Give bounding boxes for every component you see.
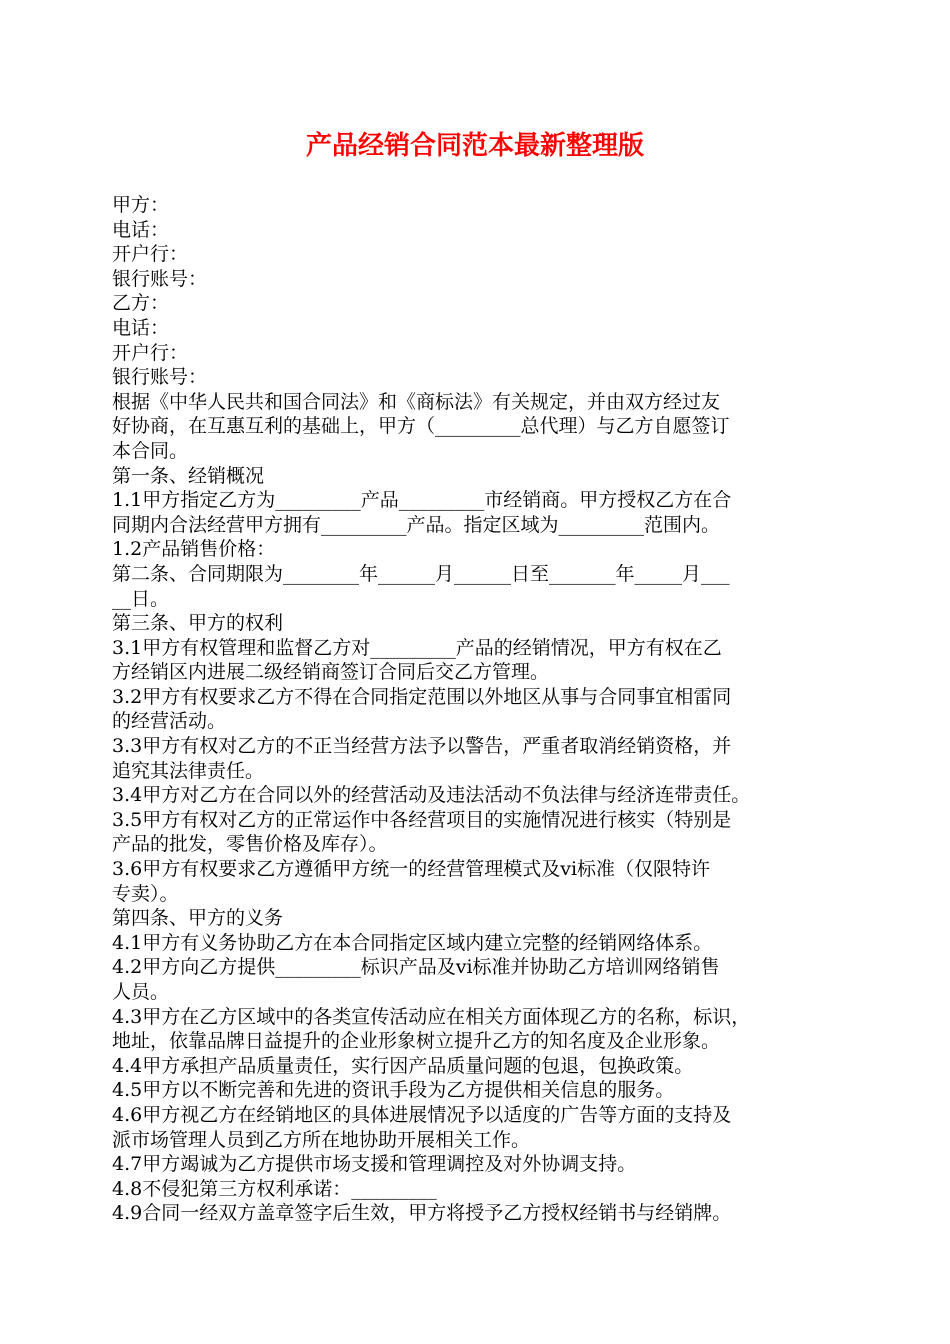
document-line: 4.6甲方视乙方在经销地区的具体进展情况予以适度的广告等方面的支持及 [112,1103,732,1126]
document-line: 3.1甲方有权管理和监督乙方对_________产品的经销情况，甲方有权在乙 [112,636,722,659]
document-line: 甲方： [112,194,170,216]
document-line: 银行账号： [112,267,208,290]
document-line: 3.3甲方有权对乙方的不正当经营方法予以警告，严重者取消经销资格，并 [112,735,732,758]
document-line: 第二条、合同期限为________年______月______日至_______年_____月___ [112,562,730,585]
document-line: 电话： [112,218,170,241]
document-line: 4.5甲方以不断完善和先进的资讯手段为乙方提供相关信息的服务。 [112,1079,675,1102]
document-line: 银行账号： [112,366,208,389]
document-line: 好协商，在互惠互利的基础上，甲方（_________总代理）与乙方自愿签订 [112,415,730,438]
document-body [112,193,842,1226]
document-line: 派市场管理人员到乙方所在地协助开展相关工作。 [112,1128,531,1151]
document-line: 3.4甲方对乙方在合同以外的经营活动及违法活动不负法律与经济连带责任。 [112,784,751,807]
document-line: 3.2甲方有权要求乙方不得在合同指定范围以外地区从事与合同事宜相雷同 [112,685,732,708]
document-line: 4.7甲方竭诚为乙方提供市场支援和管理调控及对外协调支持。 [112,1153,637,1176]
document-line: 第一条、经销概况 [112,464,265,487]
document-line: 4.3甲方在乙方区域中的各类宣传活动应在相关方面体现乙方的名称，标识， [112,1005,751,1028]
document-line: 4.9合同一经双方盖章签字后生效，甲方将授予乙方授权经销书与经销牌。 [112,1202,732,1225]
document-line: 1.2产品销售价格： [112,538,276,561]
document-line: 3.6甲方有权要求乙方遵循甲方统一的经营管理模式及vi标准（仅限特许 [112,858,711,881]
document-title: 产品经销合同范本最新整理版 [305,131,644,161]
document-line: 第三条、甲方的权利 [112,612,284,635]
document-line: 专卖）。 [112,882,179,905]
document-line: 开户行： [112,243,189,266]
document-line: 第四条、甲方的义务 [112,907,284,930]
document-line: 方经销区内进展二级经销商签订合同后交乙方管理。 [112,661,550,684]
document-line: __日。 [112,587,170,610]
document-line: 电话： [112,316,170,339]
document-line: 3.5甲方有权对乙方的正常运作中各经营项目的实施情况进行核实（特别是 [112,808,732,831]
document-line: 4.4甲方承担产品质量责任，实行因产品质量问题的包退，包换政策。 [112,1054,694,1077]
document-line: 同期内合法经营甲方拥有_________产品。指定区域为_________范围内。 [112,513,721,536]
document-line: 的经营活动。 [112,710,227,733]
document-line: 地址，依靠品牌日益提升的企业形象树立提升乙方的知名度及企业形象。 [112,1030,721,1053]
document-line: 1.1甲方指定乙方为_________产品_________市经销商。甲方授权乙方在合 [112,489,732,512]
document-line: 乙方： [112,292,170,315]
document-line: 4.2甲方向乙方提供_________标识产品及vi标准并协助乙方培训网络销售 [112,956,720,979]
document-line: 人员。 [112,981,170,1003]
document-line: 本合同。 [112,439,189,462]
document-line: 追究其法律责任。 [112,759,265,782]
document-line: 根据《中华人民共和国合同法》和《商标法》有关规定，并由双方经过友 [112,390,721,413]
document-line: 开户行： [112,341,189,364]
document-line: 4.1甲方有义务协助乙方在本合同指定区域内建立完整的经销网络体系。 [112,931,713,954]
document-line: 4.8不侵犯第三方权利承诺：_________ [112,1177,437,1200]
document-line: 产品的批发，零售价格及库存）。 [112,833,388,856]
